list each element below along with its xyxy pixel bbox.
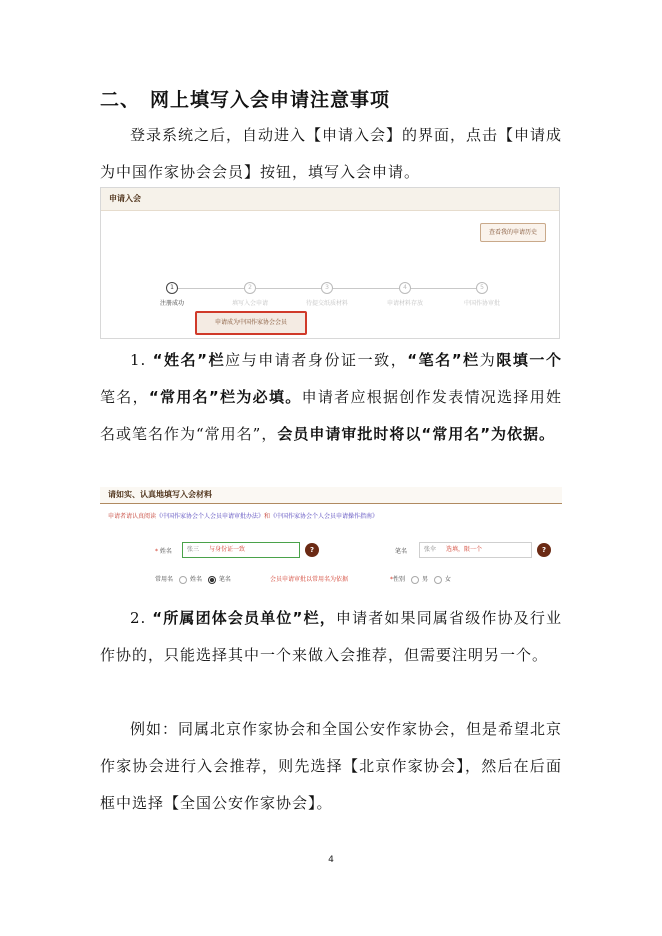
point2-number: 2. — [130, 609, 147, 627]
point1-number: 1. — [130, 351, 147, 369]
common-name-radio-penname[interactable] — [208, 576, 216, 584]
page-number: 4 — [328, 855, 334, 865]
example-paragraph: 例如：同属北京作家协会和全国公安作家协会，但是希望北京作家协会进行入会推荐，则先选择【北京作家协会】，然后在后面框中选择【全国公安作家协会】。 — [100, 720, 563, 812]
apply-panel-header: 申请入会 — [101, 188, 559, 211]
point1-text: 为 — [479, 351, 497, 369]
name-value: 张三 — [187, 546, 200, 553]
apply-membership-screenshot — [100, 187, 560, 339]
common-name-radio-name[interactable] — [179, 576, 187, 584]
point1-approval-basis: 会员申请审批时将以“常用名”为依据。 — [277, 425, 556, 443]
gender-radio-male[interactable] — [411, 576, 419, 584]
step-label: 填写入会申请 — [231, 300, 268, 307]
section-title: 网上填写入会申请注意事项 — [150, 89, 391, 111]
section-heading — [100, 85, 390, 112]
point1-text: 应与申请者身份证一致， — [225, 351, 408, 369]
gender-radio-female[interactable] — [434, 576, 442, 584]
point1-name-field: “姓名”栏 — [152, 351, 226, 369]
point1-text: 笔名， — [100, 388, 149, 406]
point2-text: 申请者如果同属省级作协及行业作协的，只能选择其中一个来做入会推荐，但需要注明另一个。 — [100, 609, 562, 664]
penname-label: 笔名 — [395, 548, 408, 555]
point1-text: 申请者应根据创作发表情况选择用姓名或笔名作为“常用名”， — [100, 388, 562, 443]
notice-and: 和 — [264, 513, 271, 520]
penname-help-icon[interactable]: ? — [537, 543, 551, 557]
point2-paragraph — [100, 600, 562, 674]
gender-group: *性别 男 女 — [390, 576, 451, 583]
name-input[interactable] — [182, 542, 300, 558]
point1-paragraph — [100, 342, 562, 453]
intro-paragraph: 登录系统之后，自动进入【申请入会】的界面，点击【申请成为中国作家协会会员】按钮，填写入会申请。 — [100, 126, 563, 181]
gender-male: 男 — [421, 576, 428, 583]
step-circle: 5 — [476, 282, 488, 294]
name-label: * 姓名 — [155, 548, 172, 555]
form-notice — [108, 511, 378, 520]
step-circle: 1 — [166, 282, 178, 294]
penname-input[interactable] — [419, 542, 532, 558]
name-hint: 与身份证一致 — [209, 546, 246, 553]
step-label: 注册成功 — [159, 300, 184, 307]
common-name-label: 常用名 — [155, 576, 174, 583]
point2-field: “所属团体会员单位”栏， — [152, 609, 336, 627]
name-help-icon[interactable]: ? — [305, 543, 319, 557]
point1-common-required: “常用名”栏为必填。 — [148, 388, 302, 406]
step-1 — [132, 282, 212, 307]
penname-hint: 选填，限一个 — [446, 546, 483, 553]
step-3 — [287, 282, 367, 307]
step-label: 申请材料存放 — [386, 300, 423, 307]
point1-limit: 限填一个 — [496, 351, 562, 369]
section-number: 二、 — [100, 89, 141, 111]
view-history-button[interactable]: 查看我的申请历史 — [480, 223, 546, 242]
step-5 — [442, 282, 522, 307]
notice-prefix: 申请者请认真阅读 — [108, 513, 157, 520]
step-label: 待提交纸质材料 — [305, 300, 348, 307]
gender-label: 性别 — [393, 576, 406, 583]
form-title: 请如实、认真地填写入会材料 — [100, 487, 562, 504]
common-name-note: 会员申请审批以常用名为依据 — [270, 576, 349, 583]
common-opt-penname: 笔名 — [218, 576, 231, 583]
guide-link[interactable]: 《中国作家协会个人会员申请操作指南》 — [270, 513, 379, 520]
step-2 — [210, 282, 290, 307]
step-circle: 2 — [244, 282, 256, 294]
common-name-group — [155, 574, 231, 584]
step-label: 中国作协审批 — [463, 300, 500, 307]
point1-penname-field: “笔名”栏 — [407, 351, 480, 369]
common-opt-name: 姓名 — [189, 576, 202, 583]
gender-female: 女 — [444, 576, 451, 583]
step-circle: 4 — [399, 282, 411, 294]
application-form-screenshot — [100, 487, 562, 589]
rules-link[interactable]: 《中国作家协会个人会员申请审批办法》 — [156, 513, 265, 520]
step-circle: 3 — [321, 282, 333, 294]
apply-member-button[interactable]: 申请成为中国作家协会会员 — [195, 311, 307, 335]
penname-value: 张伞 — [424, 546, 437, 553]
step-4 — [365, 282, 445, 307]
